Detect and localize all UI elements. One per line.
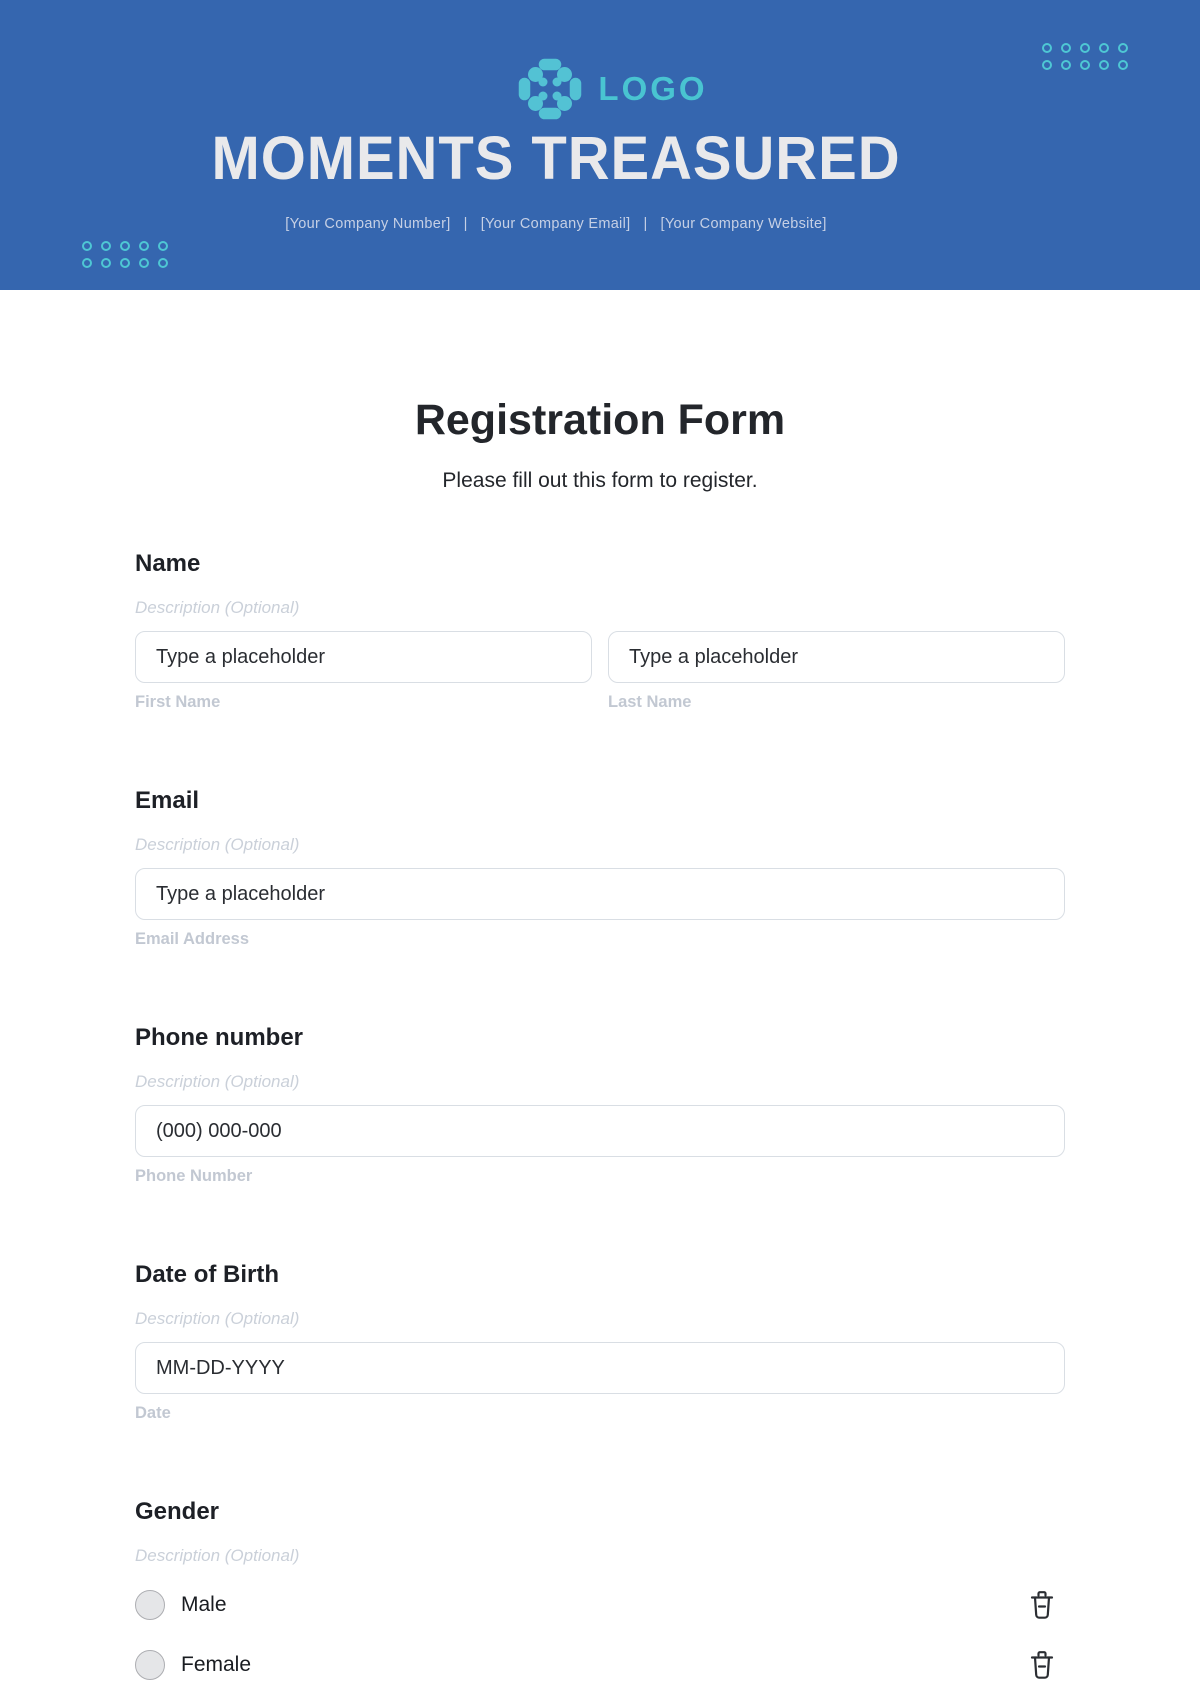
gender-option-female — [135, 1649, 1065, 1681]
section-heading-email: Email — [135, 787, 200, 814]
logo — [12, 56, 1200, 122]
first-name-label: First Name — [135, 693, 221, 711]
delete-option-female-button[interactable] — [1029, 1650, 1055, 1680]
header-banner — [0, 0, 1200, 290]
trash-icon — [1029, 1608, 1055, 1623]
dob-label: Date — [135, 1404, 171, 1422]
email-field — [135, 868, 1065, 949]
logo-text: LOGO — [598, 70, 708, 107]
section-description: Description (Optional) — [135, 835, 300, 854]
section-dob — [135, 1260, 1065, 1423]
trash-icon — [1029, 1668, 1055, 1683]
company-email: [Your Company Email] — [480, 216, 631, 232]
option-label-female: Female — [181, 1653, 252, 1676]
company-info-line — [0, 215, 1156, 233]
section-heading-name: Name — [135, 550, 201, 577]
dot-grid-decoration-bottom-left — [82, 241, 168, 268]
section-email — [135, 786, 1065, 949]
gender-option-male — [135, 1589, 1065, 1621]
page-title: Registration Form — [414, 396, 786, 444]
first-name-input[interactable] — [135, 631, 592, 683]
section-description: Description (Optional) — [135, 598, 300, 617]
section-name — [135, 549, 1065, 712]
logo-icon — [516, 56, 584, 122]
section-description: Description (Optional) — [135, 1072, 300, 1091]
delete-option-male-button[interactable] — [1029, 1590, 1055, 1620]
phone-label: Phone Number — [135, 1167, 253, 1185]
section-description: Description (Optional) — [135, 1546, 300, 1565]
section-phone — [135, 1023, 1065, 1186]
company-number: [Your Company Number] — [285, 216, 451, 232]
phone-field — [135, 1105, 1065, 1186]
section-heading-phone: Phone number — [135, 1024, 304, 1051]
email-input[interactable] — [135, 868, 1065, 920]
company-name: MOMENTS TREASURED — [211, 124, 901, 192]
email-label: Email Address — [135, 930, 250, 948]
section-gender — [135, 1497, 1065, 1681]
dob-field — [135, 1342, 1065, 1423]
last-name-input[interactable] — [608, 631, 1065, 683]
separator: | — [643, 216, 648, 232]
form-subtitle: Please fill out this form to register. — [442, 469, 758, 492]
separator: | — [463, 216, 468, 232]
section-heading-gender: Gender — [135, 1498, 220, 1525]
last-name-label: Last Name — [608, 693, 692, 711]
registration-form — [135, 394, 1065, 1705]
company-website: [Your Company Website] — [660, 216, 827, 232]
radio-button-male[interactable] — [135, 1590, 165, 1620]
radio-button-female[interactable] — [135, 1650, 165, 1680]
section-description: Description (Optional) — [135, 1309, 300, 1328]
first-name-field — [135, 631, 592, 712]
option-label-male: Male — [181, 1593, 227, 1616]
header-content — [0, 0, 1156, 233]
last-name-field — [608, 631, 1065, 712]
section-heading-dob: Date of Birth — [135, 1261, 279, 1288]
phone-input[interactable] — [135, 1105, 1065, 1157]
dob-input[interactable] — [135, 1342, 1065, 1394]
